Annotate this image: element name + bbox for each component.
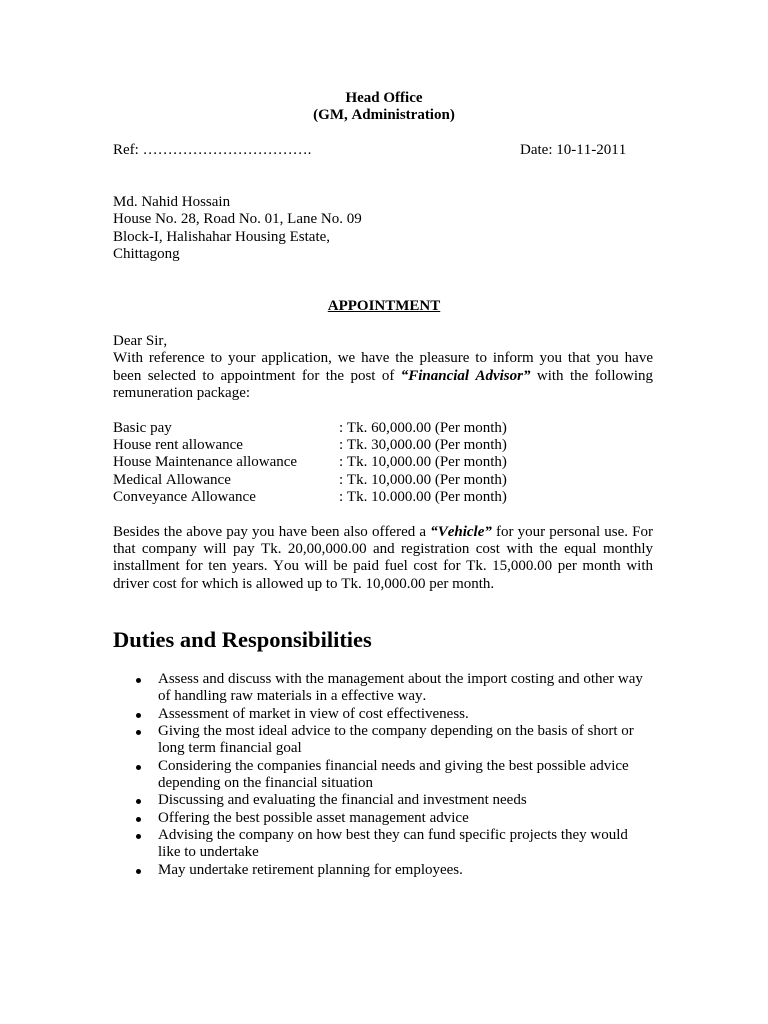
duty-text: Giving the most ideal advice to the company depending on the basis of short or long term financial goal bbox=[158, 723, 634, 757]
remuneration-item: Medical Allowance bbox=[113, 471, 231, 488]
recipient-address bbox=[113, 194, 655, 263]
remuneration-row bbox=[113, 489, 655, 506]
remuneration-amount: : Tk. 30,000.00 (Per month) bbox=[339, 436, 507, 453]
letter-date: Date: 10-11-2011 bbox=[520, 142, 627, 159]
remuneration-table bbox=[113, 420, 655, 507]
department-subtitle: (GM, Administration) bbox=[313, 107, 455, 124]
duty-item bbox=[158, 827, 650, 862]
remuneration-item: House Maintenance allowance bbox=[113, 454, 298, 471]
bullet-icon bbox=[136, 713, 141, 718]
reference-number: Ref: ……………………………. bbox=[113, 142, 312, 159]
duty-text: Offering the best possible asset management advice bbox=[158, 809, 469, 826]
remuneration-amount: : Tk. 10.000.00 (Per month) bbox=[339, 488, 507, 505]
recipient-name: Md. Nahid Hossain bbox=[113, 194, 231, 211]
duty-item bbox=[158, 671, 650, 706]
bullet-icon bbox=[136, 869, 141, 874]
remuneration-row bbox=[113, 472, 655, 489]
duty-text: May undertake retirement planning for employees. bbox=[158, 861, 463, 878]
position-title: “Financial Advisor” bbox=[400, 367, 531, 384]
subject-block bbox=[113, 298, 655, 315]
duty-item bbox=[158, 723, 650, 758]
duty-item bbox=[158, 862, 650, 879]
intro-text-end: with the following remuneration package: bbox=[113, 367, 653, 401]
duty-item bbox=[158, 758, 650, 793]
remuneration-item: House rent allowance bbox=[113, 436, 243, 453]
remuneration-amount: : Tk. 10,000.00 (Per month) bbox=[339, 454, 507, 471]
bullet-icon bbox=[136, 678, 141, 683]
letter-body bbox=[113, 90, 655, 879]
duties-list bbox=[113, 671, 655, 879]
address-line: Block-I, Halishahar Housing Estate, bbox=[113, 228, 331, 245]
subject-heading: APPOINTMENT bbox=[327, 298, 441, 315]
intro-paragraph bbox=[113, 350, 653, 402]
salutation: Dear Sir, bbox=[113, 332, 168, 349]
duty-text: Discussing and evaluating the financial and investment needs bbox=[158, 792, 527, 809]
duty-item bbox=[158, 810, 650, 827]
remuneration-amount: : Tk. 10,000.00 (Per month) bbox=[339, 471, 507, 488]
reference-row bbox=[113, 142, 655, 159]
head-office-title: Head Office bbox=[345, 90, 423, 106]
remuneration-row bbox=[113, 437, 655, 454]
remuneration-item: Basic pay bbox=[113, 419, 172, 436]
vehicle-text-end: for your personal use. For that company will pay Tk. 20,00,000.00 and registration cost with the equal monthly installment for ten years. You will be paid fuel cost for Tk. 15,000.00 per month with driver cost for which is allowed up to Tk. 10,000.00 per month. bbox=[113, 523, 653, 592]
duty-text: Assess and discuss with the management about the import costing and other way of handling raw materials in a effective way. bbox=[158, 671, 643, 705]
bullet-icon bbox=[136, 834, 141, 839]
vehicle-paragraph bbox=[113, 524, 653, 593]
remuneration-row bbox=[113, 420, 655, 437]
remuneration-item: Conveyance Allowance bbox=[113, 488, 256, 505]
duty-text: Advising the company on how best they can fund specific projects they would like to undertake bbox=[158, 827, 628, 861]
bullet-icon bbox=[136, 730, 141, 735]
duty-item bbox=[158, 792, 650, 809]
bullet-icon bbox=[136, 799, 141, 804]
bullet-icon bbox=[136, 765, 141, 770]
letterhead bbox=[113, 90, 655, 125]
duties-heading: Duties and Responsibilities bbox=[113, 627, 372, 653]
vehicle-emphasis: “Vehicle” bbox=[430, 523, 492, 540]
duty-item bbox=[158, 706, 650, 723]
address-line: House No. 28, Road No. 01, Lane No. 09 bbox=[113, 211, 362, 228]
intro-text: With reference to your application, we have the pleasure to inform you that you have been selected to appointment for the post of bbox=[113, 350, 653, 384]
remuneration-amount: : Tk. 60,000.00 (Per month) bbox=[339, 419, 507, 436]
address-line: Chittagong bbox=[113, 246, 180, 263]
vehicle-text: Besides the above pay you have been also offered a bbox=[113, 523, 431, 540]
duty-text: Assessment of market in view of cost effectiveness. bbox=[158, 705, 469, 722]
remuneration-row bbox=[113, 454, 655, 471]
duty-text: Considering the companies financial needs and giving the best possible advice depending on the financial situation bbox=[158, 757, 629, 792]
bullet-icon bbox=[136, 817, 141, 822]
